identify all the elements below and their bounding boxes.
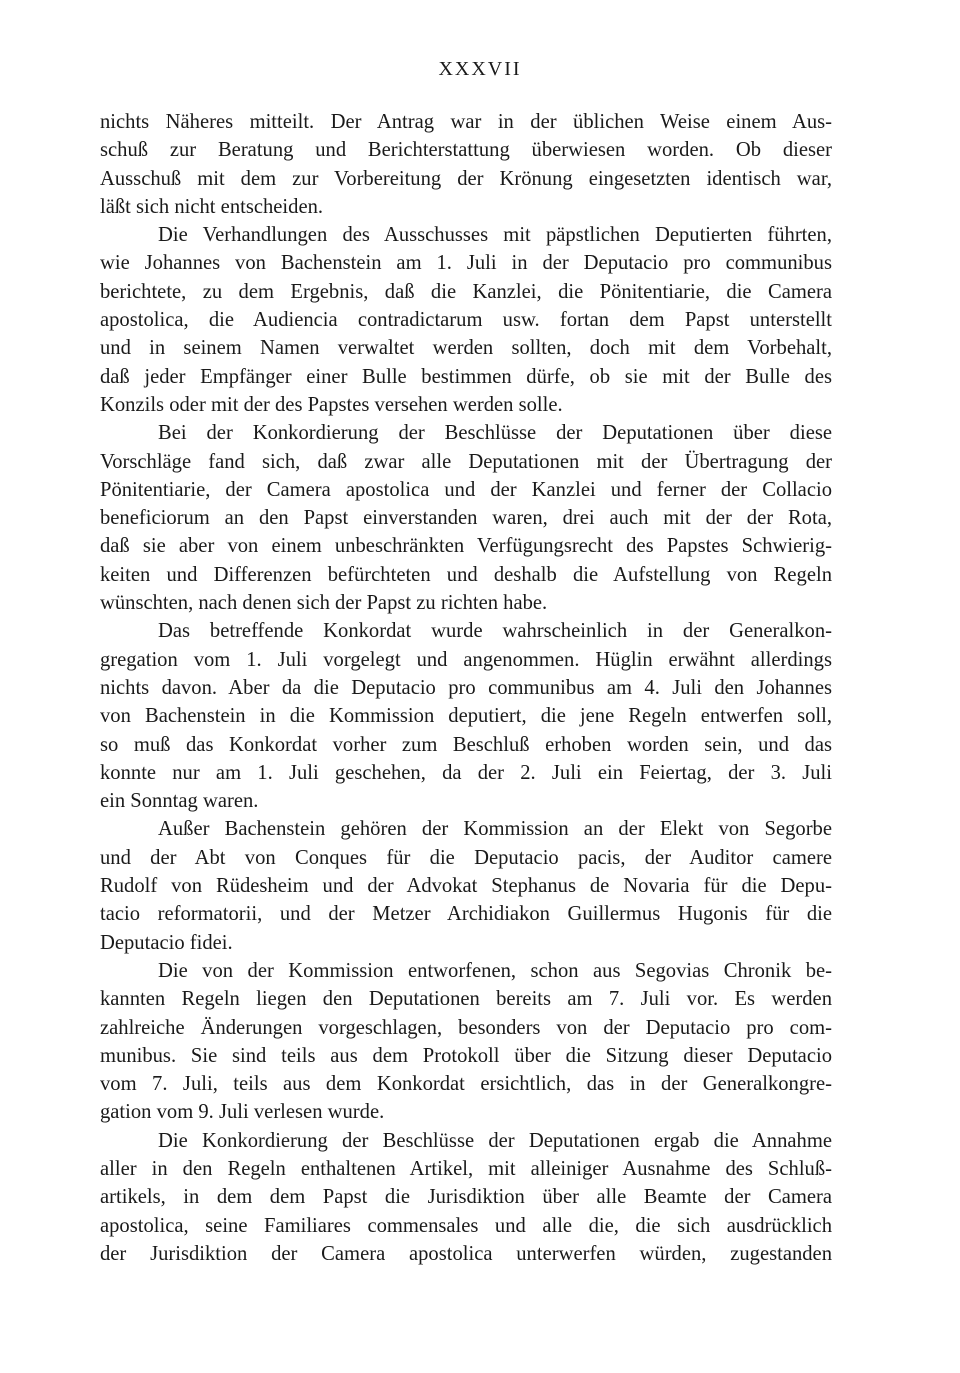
text-line: von Bachenstein in die Kommission deputiert, die jene Regeln entwerfen soll, [100,705,832,728]
text-line: tacio reformatorii, und der Metzer Archidiakon Guillermus Hugonis für die [100,903,832,926]
text-line: so muß das Konkordat vorher zum Beschluß erhoben worden sein, und das [100,733,832,756]
text-line: Pönitentiarie, der Camera apostolica und der Kanzlei und ferner der Collacio [100,478,832,501]
text-line: konnte nur am 1. Juli geschehen, da der 2. Juli ein Feiertag, der 3. Juli [100,761,832,784]
page-number: XXXVII [438,58,522,80]
text-line: gregation vom 1. Juli vorgelegt und angenommen. Hüglin erwähnt allerdings [100,648,832,671]
text-line: zahlreiche Änderungen vorgeschlagen, besonders von der Deputacio pro com- [100,1016,832,1039]
text-line: Bei der Konkordierung der Beschlüsse der Deputationen über diese [158,422,832,445]
text-line: Die Verhandlungen des Ausschusses mit päpstlichen Deputierten führten, [158,224,832,247]
text-line: munibus. Sie sind teils aus dem Protokoll über die Sitzung dieser Deputacio [100,1044,832,1067]
text-line: daß jeder Empfänger einer Bulle bestimmen dürfe, ob sie mit der Bulle des [100,365,832,388]
text-line: wünschten, nach denen sich der Papst zu richten habe. [100,592,548,615]
text-line: vom 7. Juli, teils aus dem Konkordat ersichtlich, das in der Generalkongre- [100,1073,832,1096]
text-line: daß sie aber von einem unbeschränkten Verfügungsrecht des Papstes Schwierig- [100,535,832,558]
text-line: schuß zur Beratung und Berichterstattung überwiesen worden. Ob dieser [100,139,832,162]
text-line: gation vom 9. Juli verlesen wurde. [100,1101,385,1124]
body-text [100,108,832,1268]
text-line: Rudolf von Rüdesheim und der Advokat Stephanus de Novaria für die Depu- [100,875,832,898]
text-line: und in seinem Namen verwaltet werden sollten, doch mit dem Vorbehalt, [100,337,832,360]
text-line: der Jurisdiktion der Camera apostolica unterwerfen würden, zugestanden [100,1242,832,1265]
text-line: kannten Regeln liegen den Deputationen bereits am 7. Juli vor. Es werden [100,988,832,1011]
text-line: Deputacio fidei. [100,931,233,954]
text-line: keiten und Differenzen befürchteten und deshalb die Aufstellung von Regeln [100,563,832,586]
text-line: Vorschläge fand sich, daß zwar alle Deputationen mit der Übertragung der [100,450,832,473]
text-line: Außer Bachenstein gehören der Kommission an der Elekt von Segorbe [158,818,832,841]
text-line: Konzils oder mit der des Papstes versehen werden solle. [100,393,563,416]
text-line: artikels, in dem dem Papst die Jurisdiktion über alle Beamte der Camera [100,1186,832,1209]
text-line: wie Johannes von Bachenstein am 1. Juli in der Deputacio pro communibus [100,252,832,275]
text-line: berichtete, zu dem Ergebnis, daß die Kanzlei, die Pönitentiarie, die Camera [100,280,832,303]
text-line: apostolica, die Audiencia contradictarum usw. fortan dem Papst unterstellt [100,309,832,332]
text-line: aller in den Regeln enthaltenen Artikel, mit alleiniger Ausnahme des Schluß- [100,1157,832,1180]
text-line: Die von der Kommission entworfenen, schon aus Segovias Chronik be- [158,959,832,982]
text-line: beneficiorum an den Papst einverstanden waren, drei auch mit der der Rota, [100,507,832,530]
text-line: und der Abt von Conques für die Deputacio pacis, der Auditor camere [100,846,832,869]
text-line: läßt sich nicht entscheiden. [100,195,324,218]
text-line: apostolica, seine Familiares commensales und alle die, die sich ausdrücklich [100,1214,832,1237]
text-line: ein Sonntag waren. [100,790,259,813]
text-line: nichts Näheres mitteilt. Der Antrag war in der üblichen Weise einem Aus- [100,111,832,133]
text-line: nichts davon. Aber da die Deputacio pro communibus am 4. Juli den Johannes [100,676,832,699]
text-line: Das betreffende Konkordat wurde wahrscheinlich in der Generalkon- [158,620,832,643]
text-line: Ausschuß mit dem zur Vorbereitung der Krönung eingesetzten identisch war, [100,167,832,190]
text-line: Die Konkordierung der Beschlüsse der Deputationen ergab die Annahme [158,1129,832,1152]
